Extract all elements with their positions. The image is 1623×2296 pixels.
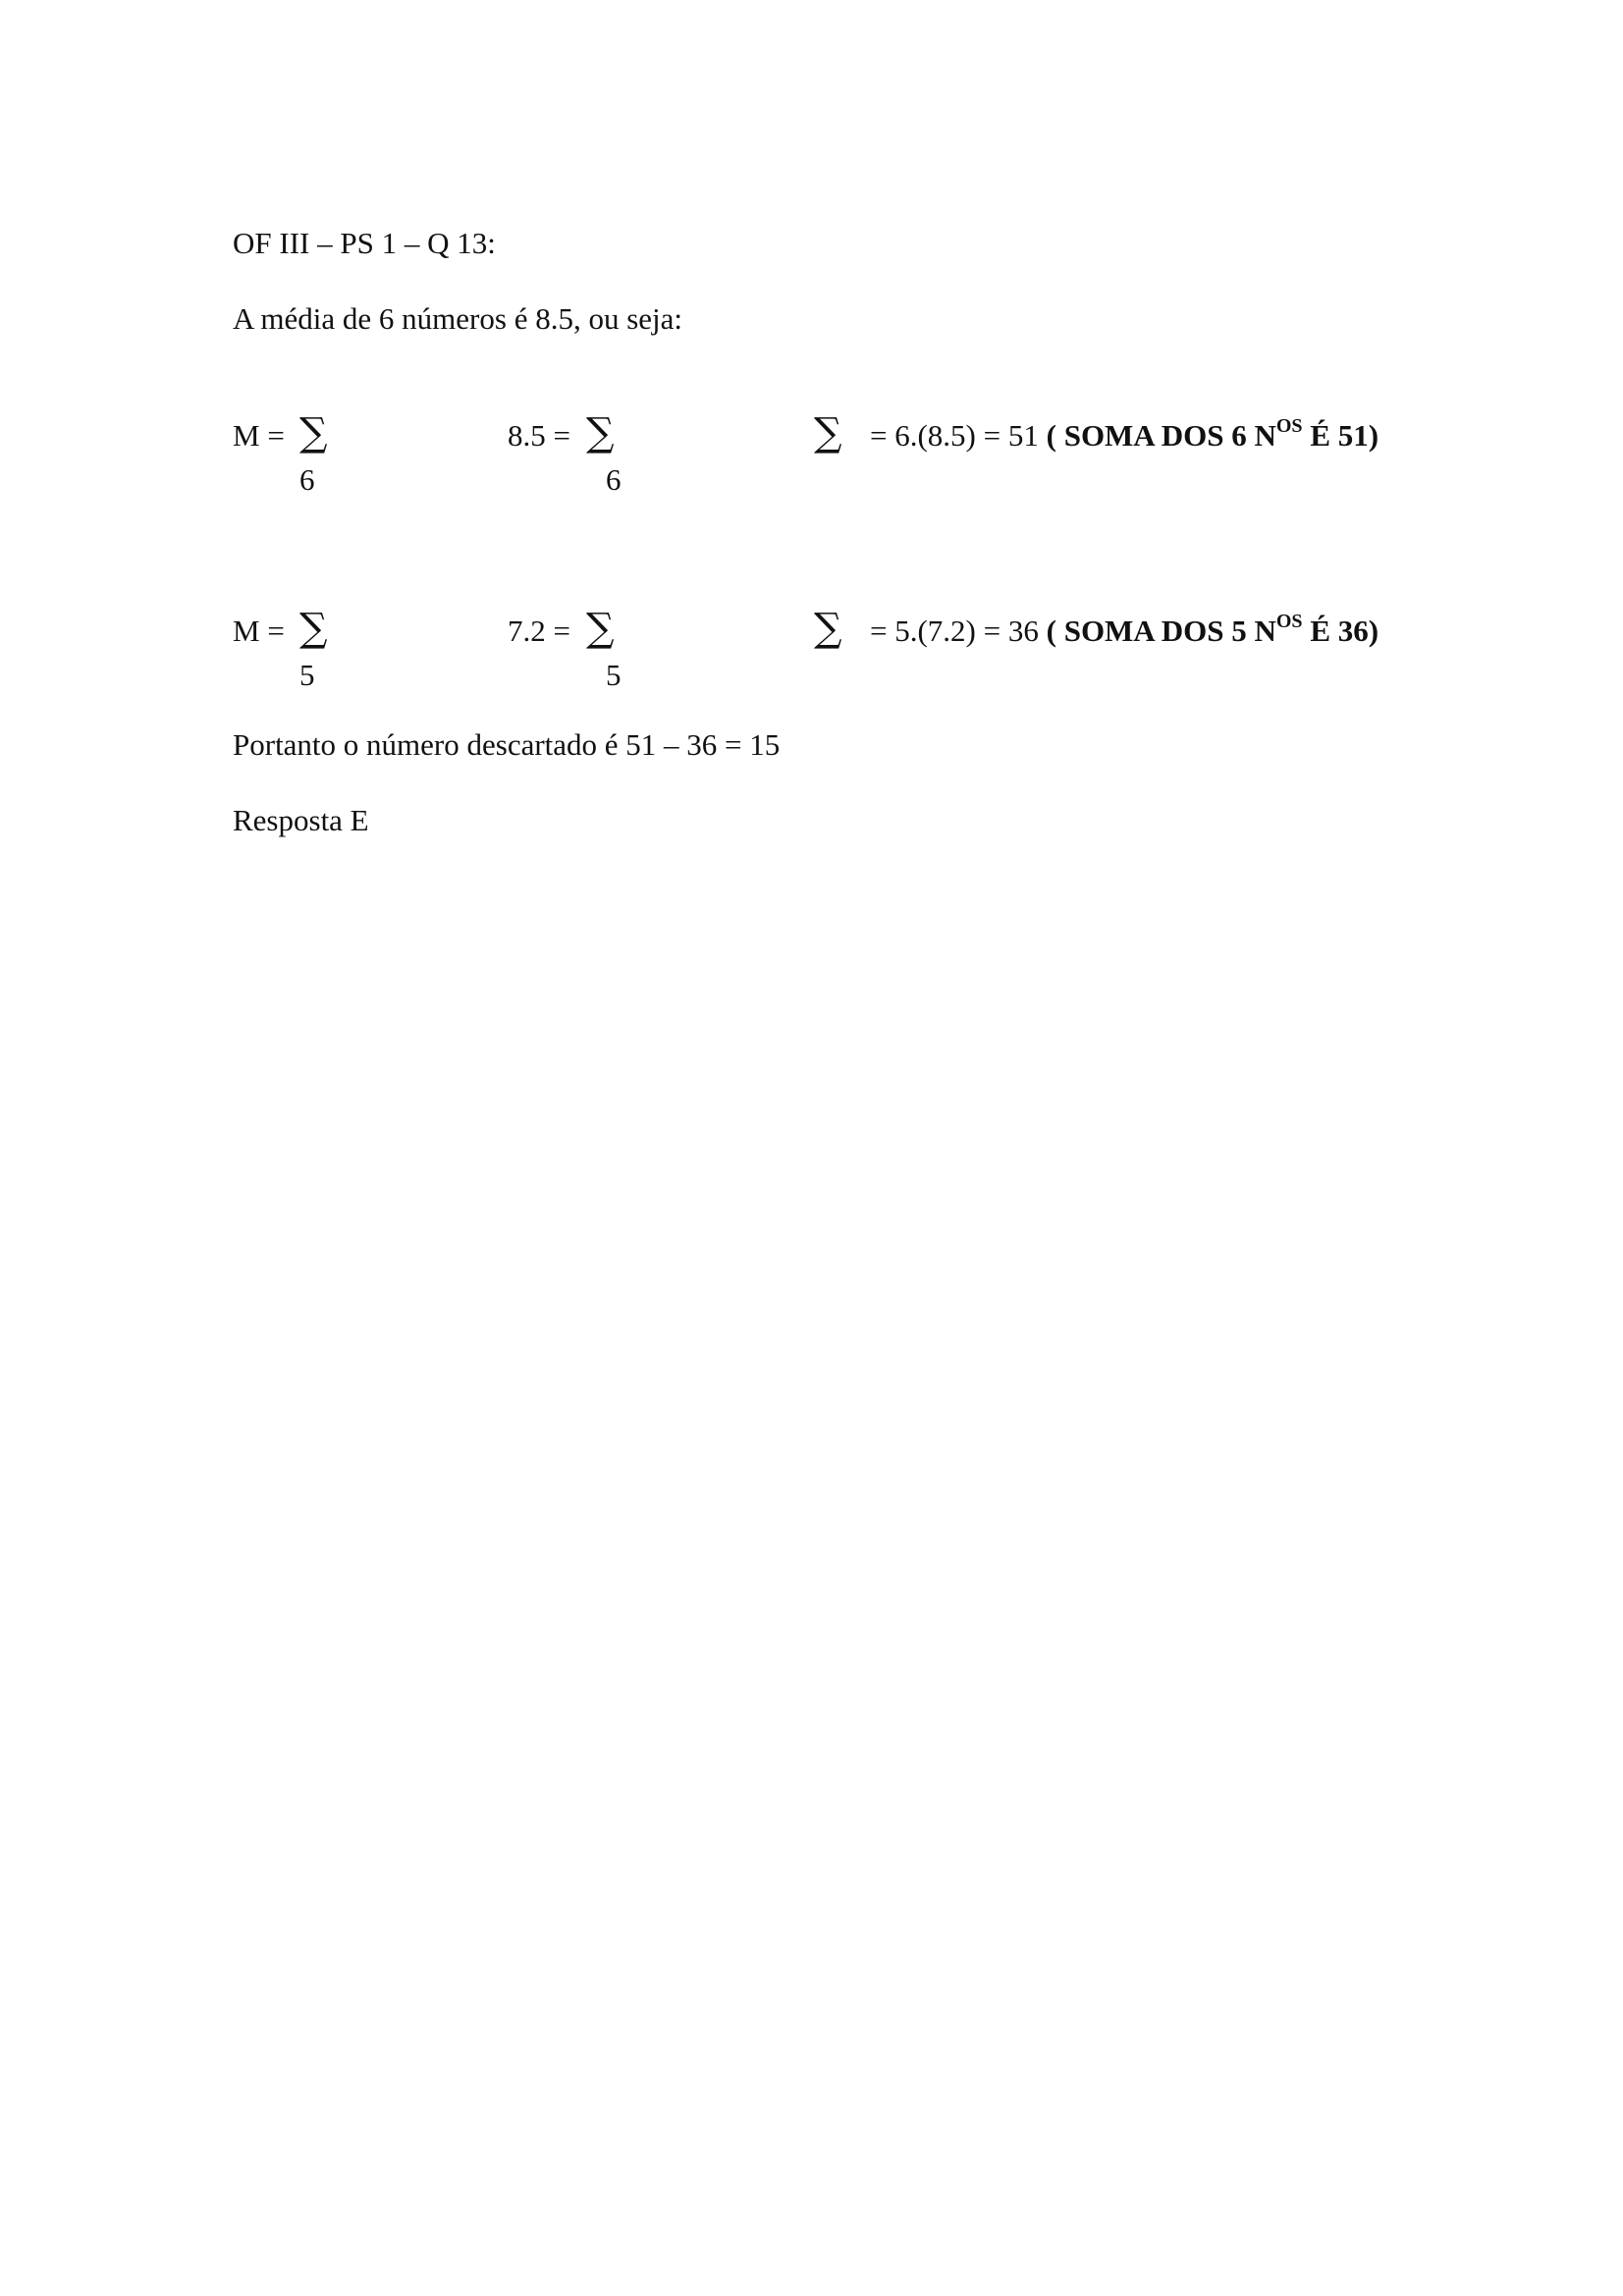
sigma-symbol: ∑ (586, 606, 615, 651)
sigma-symbol: ∑ (299, 410, 328, 455)
note-prefix: ( SOMA DOS 6 N (1046, 418, 1276, 453)
sigma-symbol: ∑ (814, 410, 842, 455)
note-superscript: OS (1275, 611, 1303, 632)
mean-value-label: 8.5 = (508, 418, 570, 453)
sigma-symbol: ∑ (586, 410, 615, 455)
conclusion-text: Portanto o número descartado é 51 – 36 = 15 (233, 727, 781, 762)
mean-label: M = (233, 418, 285, 453)
result-expression: = 6.(8.5) = 51 (870, 418, 1047, 453)
note-prefix: ( SOMA DOS 5 N (1046, 614, 1276, 648)
mean-label: M = (233, 614, 285, 648)
denominator: 6 (606, 462, 622, 497)
denominator: 5 (606, 658, 622, 692)
sum-result (870, 611, 1380, 648)
answer-text: Resposta E (233, 803, 369, 837)
sum-result (870, 415, 1380, 453)
note-superscript: OS (1275, 415, 1303, 437)
denominator: 5 (299, 658, 315, 692)
sum-note (1046, 611, 1380, 648)
intro-text: A média de 6 números é 8.5, ou seja: (233, 301, 683, 336)
denominator: 6 (299, 462, 315, 497)
sigma-symbol: ∑ (814, 606, 842, 651)
note-suffix: É 36) (1302, 614, 1380, 648)
result-expression: = 5.(7.2) = 36 (870, 614, 1047, 648)
question-heading: OF III – PS 1 – Q 13: (233, 226, 496, 260)
sum-note (1046, 415, 1380, 453)
sigma-symbol: ∑ (299, 606, 328, 651)
mean-value-label: 7.2 = (508, 614, 570, 648)
note-suffix: É 51) (1302, 418, 1380, 453)
